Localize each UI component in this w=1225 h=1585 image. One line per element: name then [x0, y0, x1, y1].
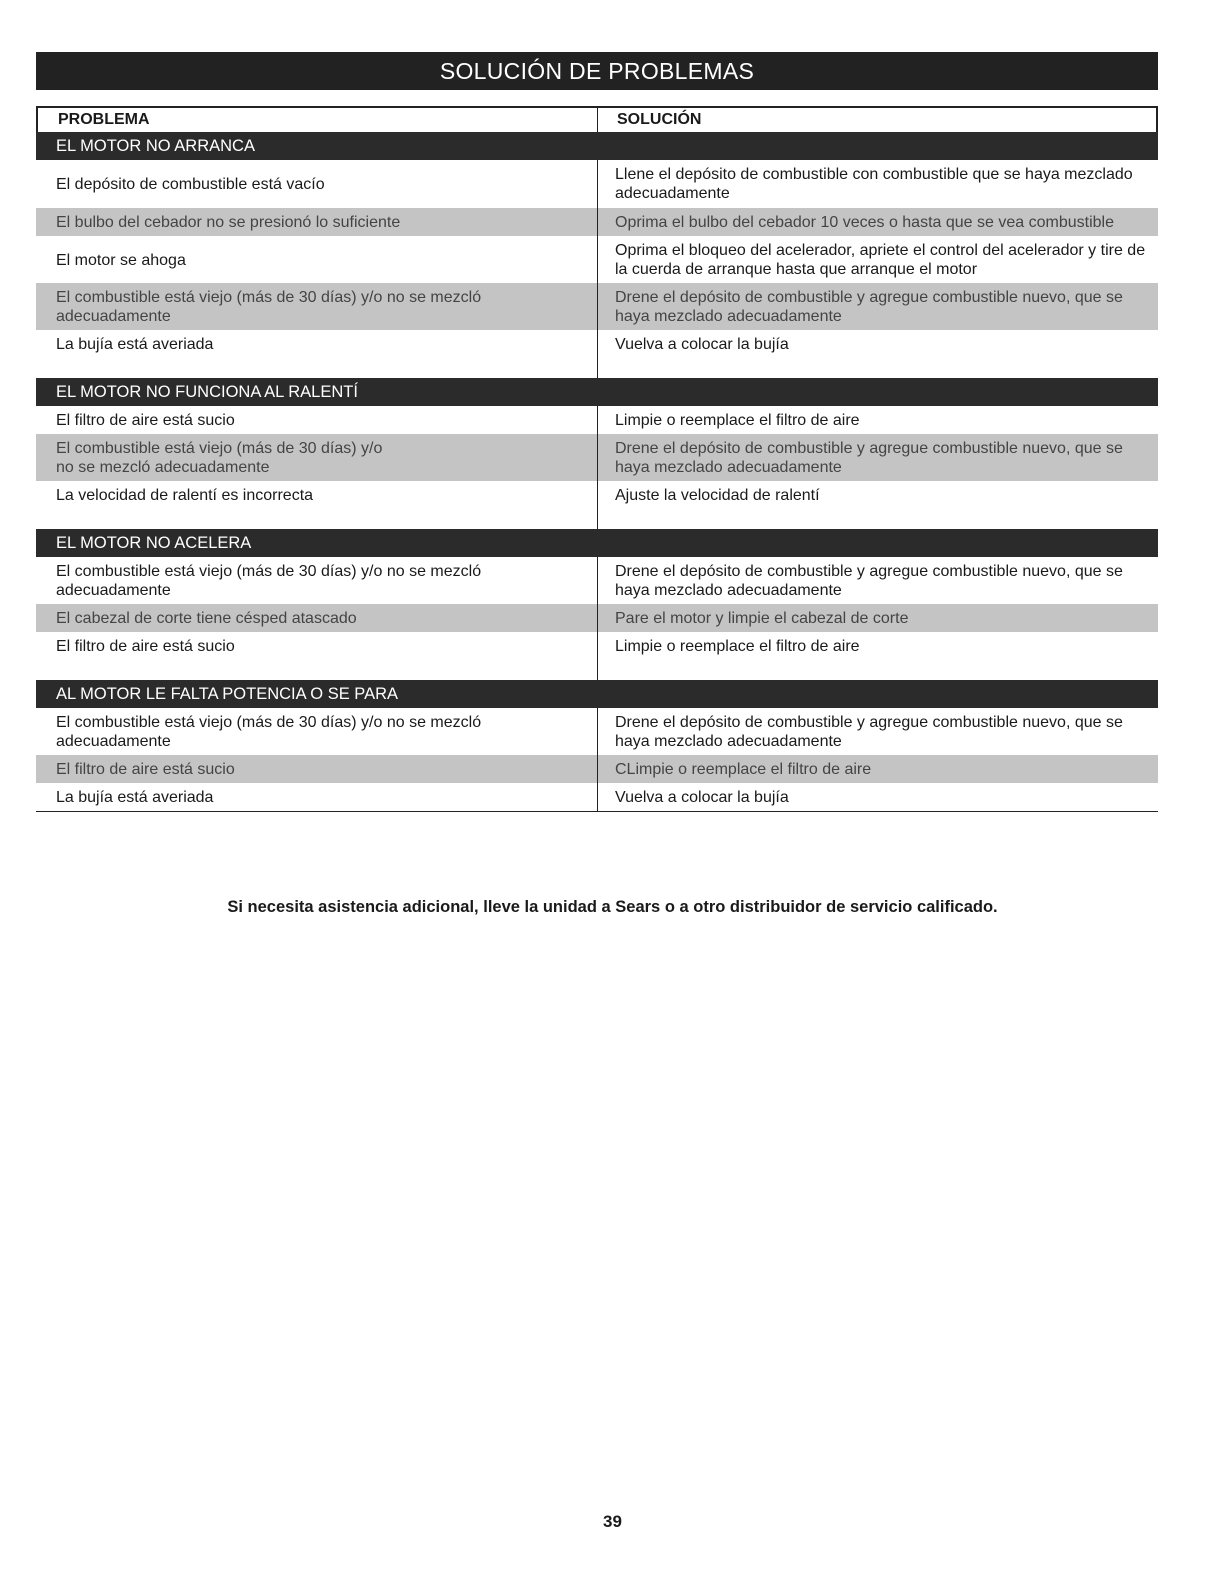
problem-cell: El motor se ahoga [56, 251, 186, 269]
section-heading: AL MOTOR LE FALTA POTENCIA O SE PARA [36, 680, 1158, 708]
assistance-note: Si necesita asistencia adicional, lleve la unidad a Sears o a otro distribuidor de servicio calificado. [227, 898, 998, 916]
section-heading: EL MOTOR NO FUNCIONA AL RALENTÍ [36, 378, 1158, 406]
page-number: 39 [603, 1512, 622, 1531]
solution-cell: Oprima el bulbo del cebador 10 veces o hasta que se vea combustible [615, 214, 1114, 231]
solution-cell: Limpie o reemplace el filtro de aire [615, 638, 860, 655]
solution-cell: Oprima el bloqueo del acelerador, apriete el control del acelerador y tire de la cuerda de arranque hasta que arranque el motor [615, 242, 1146, 278]
problem-cell: El combustible está viejo (más de 30 días) y/o no se mezcló adecuadamente [56, 440, 383, 476]
problem-cell: El depósito de combustible está vacío [56, 175, 325, 193]
solution-cell: Drene el depósito de combustible y agregue combustible nuevo, que se haya mezclado adecuadamente [615, 289, 1123, 325]
solution-cell: Llene el depósito de combustible con combustible que se haya mezclado adecuadamente [615, 166, 1133, 202]
section-heading: EL MOTOR NO ACELERA [36, 529, 1158, 557]
solution-cell: Vuelva a colocar la bujía [615, 336, 789, 353]
problem-cell: La bujía está averiada [56, 336, 214, 353]
solution-cell: Limpie o reemplace el filtro de aire [615, 412, 860, 429]
page-title: SOLUCIÓN DE PROBLEMAS [36, 52, 1158, 90]
troubleshooting-table [36, 106, 1158, 812]
problem-column-header: PROBLEMA [58, 111, 150, 128]
problem-cell: El filtro de aire está sucio [56, 638, 235, 655]
solution-cell: Drene el depósito de combustible y agregue combustible nuevo, que se haya mezclado adecuadamente [615, 563, 1123, 599]
problem-cell: El bulbo del cebador no se presionó lo suficiente [56, 214, 401, 231]
solution-cell: Drene el depósito de combustible y agregue combustible nuevo, que se haya mezclado adecuadamente [615, 440, 1123, 476]
solution-cell: Pare el motor y limpie el cabezal de corte [615, 610, 909, 627]
solution-cell: CLimpie o reemplace el filtro de aire [615, 761, 872, 778]
problem-cell: El filtro de aire está sucio [56, 761, 235, 778]
solution-column-header: SOLUCIÓN [617, 111, 702, 128]
section-heading: EL MOTOR NO ARRANCA [36, 132, 1158, 160]
solution-cell: Ajuste la velocidad de ralentí [615, 487, 820, 504]
problem-cell: El combustible está viejo (más de 30 días) y/o no se mezcló adecuadamente [56, 289, 482, 325]
problem-cell: La bujía está averiada [56, 789, 214, 806]
solution-cell: Vuelva a colocar la bujía [615, 789, 789, 806]
solution-cell: Drene el depósito de combustible y agregue combustible nuevo, que se haya mezclado adecuadamente [615, 714, 1123, 750]
problem-cell: El combustible está viejo (más de 30 días) y/o no se mezcló adecuadamente [56, 714, 482, 750]
problem-cell: El combustible está viejo (más de 30 días) y/o no se mezcló adecuadamente [56, 563, 482, 599]
problem-cell: La velocidad de ralentí es incorrecta [56, 487, 314, 504]
problem-cell: El filtro de aire está sucio [56, 412, 235, 429]
problem-cell: El cabezal de corte tiene césped atascado [56, 610, 357, 627]
